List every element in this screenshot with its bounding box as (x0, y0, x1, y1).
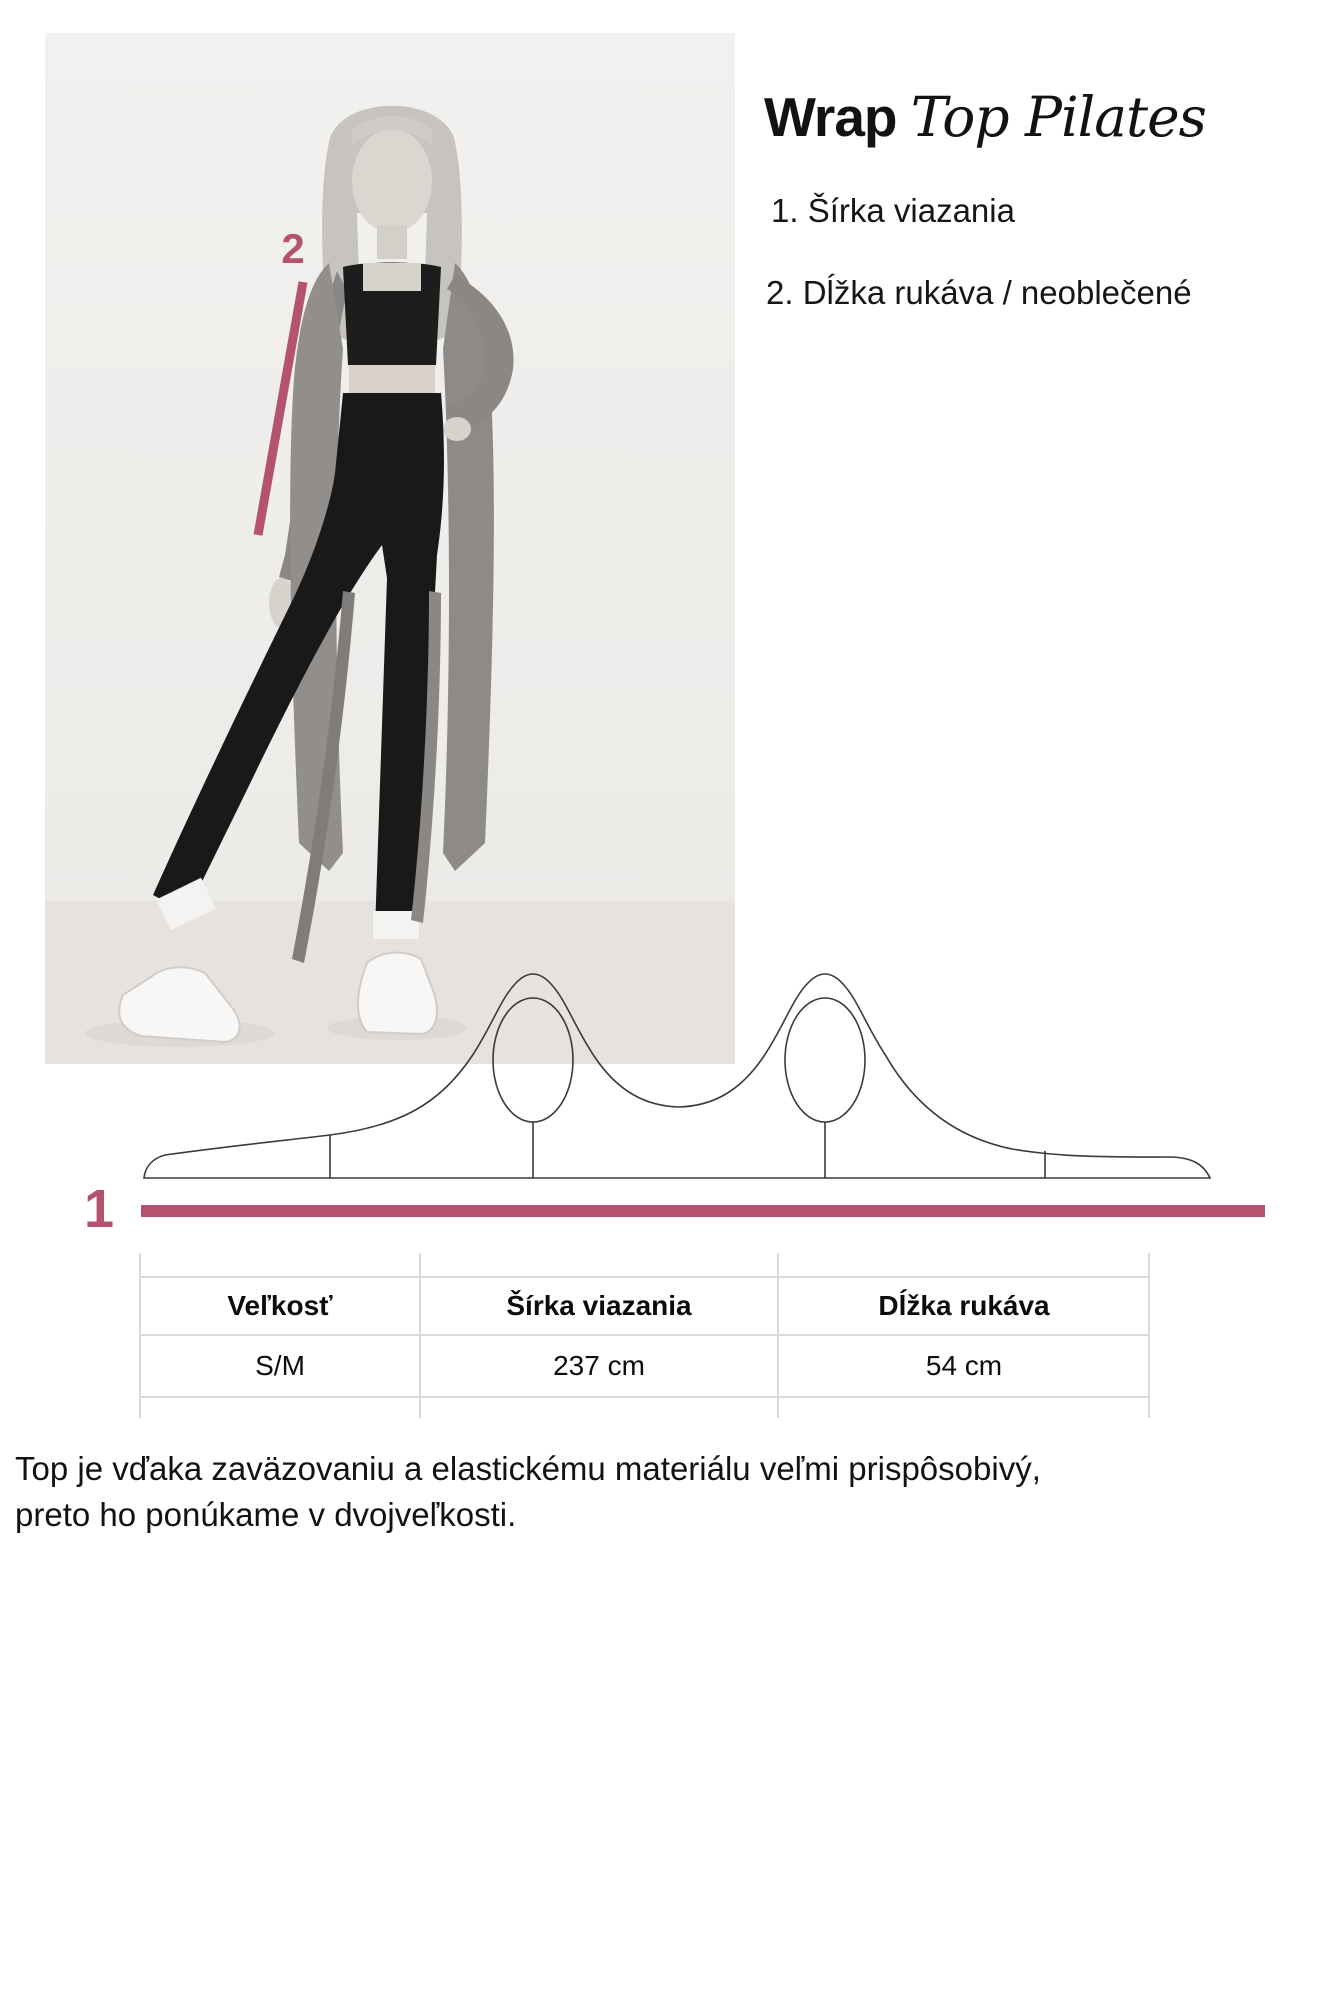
table-header-row (140, 1277, 1150, 1335)
legend-item-2: 2. Dĺžka rukáva / neoblečené (766, 274, 1192, 311)
table-header-tie-width: Šírka viazania (506, 1290, 692, 1321)
model-photo-illustration (45, 33, 735, 1064)
page-title-accent: Top Pilates (910, 85, 1206, 149)
flat-garment-diagram (100, 950, 1250, 1190)
garment-outline (144, 974, 1210, 1178)
table-row (140, 1335, 1150, 1397)
table-header-sleeve-length: Dĺžka rukáva (878, 1290, 1050, 1321)
model-face (352, 129, 432, 233)
legend-item-1: 1. Šírka viazania (771, 192, 1015, 229)
tie-width-measure-bar (141, 1205, 1265, 1217)
product-note-line-1: Top je vďaka zaväzovaniu a elastickému materiálu veľmi prispôsobivý, (15, 1450, 1041, 1487)
model-photo (45, 33, 735, 1064)
table-cell-size: S/M (255, 1350, 305, 1381)
product-note (15, 1446, 1041, 1538)
model-midriff (349, 365, 435, 397)
model-neck (377, 225, 407, 259)
product-note-line-2: preto ho ponúkame v dvojveľkosti. (15, 1496, 517, 1533)
page-title-main: Wrap (764, 86, 897, 148)
sleeve-length-marker-label: 2 (281, 225, 305, 272)
table-header-size: Veľkosť (227, 1290, 333, 1321)
tie-width-marker-label: 1 (84, 1179, 115, 1239)
armhole-right (785, 998, 865, 1122)
table-cell-sleeve-length: 54 cm (925, 1350, 1003, 1381)
model-hand-right (443, 417, 471, 441)
square-neckline (363, 263, 421, 291)
page-title (764, 85, 1206, 149)
armhole-left (493, 998, 573, 1122)
table-cell-tie-width: 237 cm (553, 1350, 645, 1381)
